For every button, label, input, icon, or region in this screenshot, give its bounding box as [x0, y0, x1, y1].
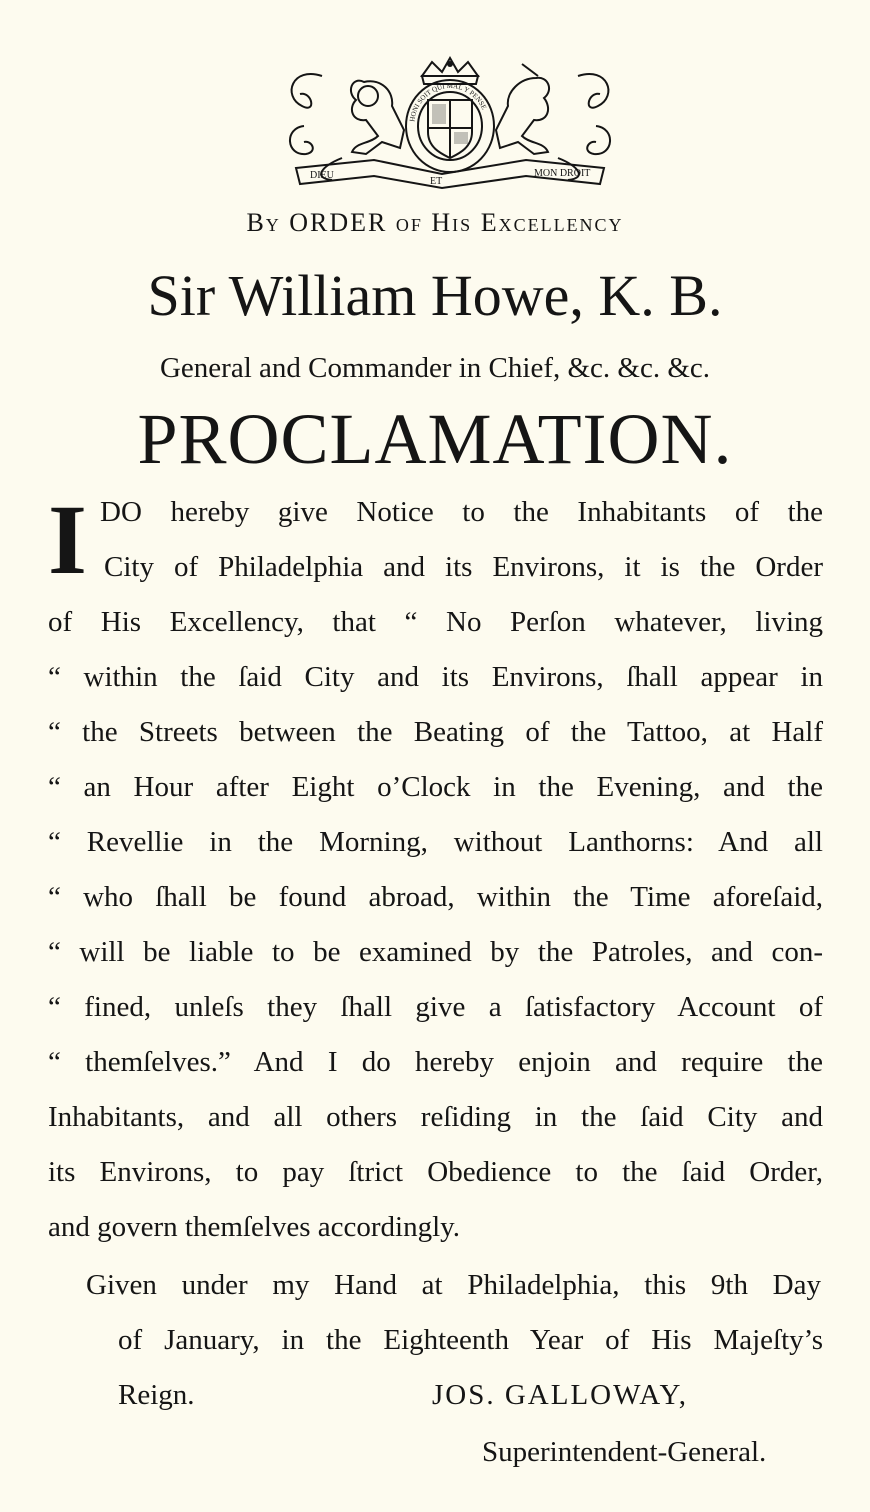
body-line: of His Excellency, that “ No Perſon whatever, living — [48, 606, 823, 638]
body-line: “ themſelves.” And I do hereby enjoin and require the — [48, 1046, 823, 1078]
motto-mid: ET — [430, 176, 443, 187]
body-line: “ Revellie in the Morning, without Lanthorns: And all — [48, 826, 823, 858]
signer-name: JOS. GALLOWAY, — [432, 1379, 689, 1411]
garter-motto: HONI SOIT QUI MAL Y PENSE — [408, 82, 489, 123]
body-line: “ who ſhall be found abroad, within the Time aforeſaid, — [48, 881, 823, 913]
given-line-2: of January, in the Eighteenth Year of His Majeſty’s — [118, 1324, 823, 1356]
body-line: and govern themſelves accordingly. — [48, 1211, 461, 1243]
body-line: City of Philadelphia and its Environs, it is the Order — [104, 551, 823, 583]
commander-title: General and Commander in Chief, &c. &c. &c. — [159, 352, 711, 384]
body-line: “ fined, unleſs they ſhall give a ſatisfactory Account of — [48, 991, 823, 1023]
body-line: “ within the ſaid City and its Environs, ſhall appear in — [48, 661, 823, 693]
motto-left: DIEU — [310, 170, 334, 181]
commander-name: Sir William Howe, K. B. — [147, 263, 723, 328]
reign-text: Reign. — [118, 1379, 195, 1411]
royal-coat-of-arms-icon — [282, 56, 618, 190]
drop-cap: I — [48, 484, 87, 595]
body-line: its Environs, to pay ſtrict Obedience to the ſaid Order, — [48, 1156, 823, 1188]
proclamation-heading: PROCLAMATION. — [137, 399, 733, 479]
motto-right: MON DROIT — [534, 168, 591, 179]
given-line-1: Given under my Hand at Philadelphia, this 9th Day — [86, 1269, 821, 1301]
body-line: DO hereby give Notice to the Inhabitants of the — [100, 496, 823, 528]
order-line: By ORDER of His Excellency — [246, 208, 624, 237]
signer-office: Superintendent-General. — [482, 1436, 767, 1468]
body-line: “ an Hour after Eight o’Clock in the Evening, and the — [48, 771, 823, 803]
body-line: “ the Streets between the Beating of the Tattoo, at Half — [48, 716, 823, 748]
body-line: Inhabitants, and all others reſiding in the ſaid City and — [48, 1101, 823, 1133]
body-line: “ will be liable to be examined by the Patroles, and con- — [48, 936, 823, 968]
